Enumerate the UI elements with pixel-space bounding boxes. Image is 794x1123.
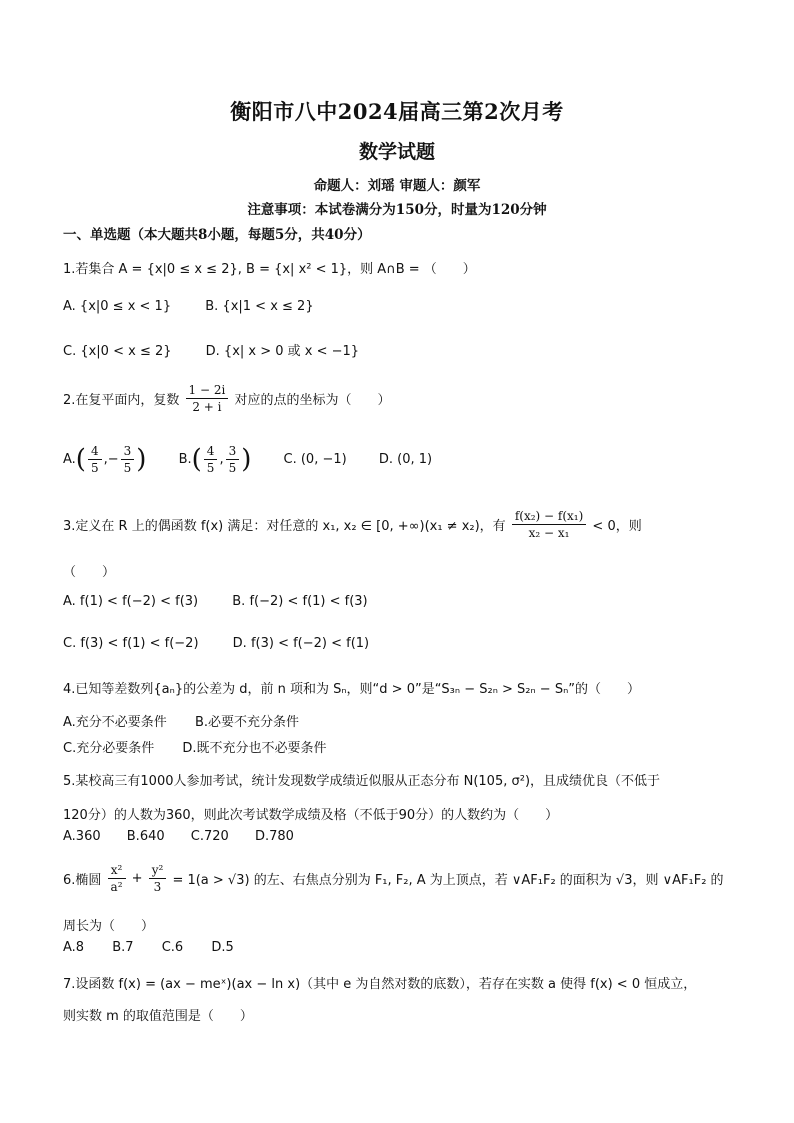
q3-lead: 3.定义在 R 上的偶函数 f(x) 满足：对任意的 x₁, x₂ ∈ [0, +∞)(x₁ ≠ x₂)，有 bbox=[63, 519, 506, 534]
q2-option-a: A.( $\frac{4}{5}$ ,− $\frac{3}{5}$ ) bbox=[63, 444, 147, 475]
question-5-options bbox=[63, 829, 324, 844]
section-heading: 一、单选题（本大题共8小题，每题5分，共40分） bbox=[63, 227, 371, 243]
question-3 bbox=[63, 508, 642, 541]
exam-subject: 数学试题 bbox=[358, 141, 435, 163]
q2-tail: 对应的点的坐标为（ ） bbox=[234, 393, 391, 408]
question-2-options bbox=[63, 443, 432, 476]
q3-numerator: f(x₂) − f(x₁) bbox=[512, 508, 586, 525]
q2-denominator: 2 + i bbox=[192, 400, 222, 414]
question-6-options bbox=[63, 940, 264, 955]
q6-fraction-2: $\frac{\text{y²}}{3}$ bbox=[149, 862, 167, 895]
q3-tail: < 0，则 bbox=[592, 519, 642, 534]
question-7-line-1: 7.设函数 f(x) = (ax − meˣ)(ax − ln x)（其中 e 为自然对数的底数），若存在实数 a 使得 f(x) < 0 恒成立， bbox=[63, 977, 697, 992]
question-3-options-cd bbox=[63, 636, 399, 651]
exam-authors: 命题人：刘瑶 审题人：颜军 bbox=[313, 178, 481, 194]
q3-paren: （ ） bbox=[63, 565, 116, 580]
q5-option-b: B.640 bbox=[126, 829, 165, 844]
question-4-options-ab bbox=[63, 711, 329, 730]
q6-fraction-1: $\frac{\text{x²}}{\text{a²}}$ bbox=[108, 862, 126, 895]
q4-option-a: A.充分不必要条件 bbox=[63, 715, 167, 730]
q2-option-d: D. (0, 1) bbox=[378, 452, 433, 467]
q6-option-d: D.5 bbox=[211, 940, 234, 955]
q4-option-c: C.充分必要条件 bbox=[63, 741, 155, 756]
question-5-line-2: 120分）的人数为360，则此次考试数学成绩及格（不低于90分）的人数约为（ ） bbox=[63, 808, 559, 823]
q3-denominator: x₂ − x₁ bbox=[528, 526, 570, 540]
q1-option-c: C. {x|0 < x ≤ 2} bbox=[63, 344, 172, 359]
q5-option-c: C.720 bbox=[190, 829, 229, 844]
question-1-options-cd bbox=[63, 340, 389, 359]
q6-lead: 6.椭圆 bbox=[63, 873, 102, 888]
question-2 bbox=[63, 382, 391, 415]
q2-option-c: C. (0, −1) bbox=[283, 452, 347, 467]
q4-option-d: D.既不充分也不必要条件 bbox=[182, 741, 327, 756]
q2-numerator: 1 − 2i bbox=[186, 382, 229, 399]
exam-notice: 注意事项：本试卷满分为150分，时量为120分钟 bbox=[247, 202, 547, 218]
q5-option-d: D.780 bbox=[254, 829, 294, 844]
question-5-line-1: 5.某校高三有1000人参加考试，统计发现数学成绩近似服从正态分布 N(105, σ²)，且成绩优良（不低于 bbox=[63, 774, 661, 789]
question-6: 6.椭圆 $\frac{\text{x²}}{\text{a²}}$ + $\frac{\text{y²}}{3}$ = 1(a > √3) 的左、右焦点分别为 F₁, F₂, A 为上顶点，若 ∨AF₁F₂ 的面积为 √3，则 ∨AF₁F₂ 的 bbox=[63, 863, 724, 894]
question-1: 1.若集合 A = {x|0 ≤ x ≤ 2}, B = {x| x² < 1}，则 A∩B = （ ） bbox=[63, 262, 476, 277]
q6-option-a: A.8 bbox=[63, 940, 85, 955]
q3-option-d: D. f(3) < f(−2) < f(1) bbox=[232, 636, 370, 651]
question-3-options-ab bbox=[63, 594, 398, 609]
q1-option-b: B. {x|1 < x ≤ 2} bbox=[205, 299, 314, 314]
question-4-options-cd bbox=[63, 737, 357, 756]
q4-option-b: B.必要不充分条件 bbox=[194, 715, 300, 730]
q1-option-a: A. {x|0 ≤ x < 1} bbox=[63, 299, 172, 314]
question-1-options-ab bbox=[63, 299, 344, 314]
exam-title: 衡阳市八中2024届高三第2次月考 bbox=[230, 99, 564, 124]
q6-option-b: B.7 bbox=[112, 940, 134, 955]
question-6-line-2: 周长为（ ） bbox=[63, 919, 155, 934]
q3-option-b: B. f(−2) < f(1) < f(3) bbox=[232, 594, 368, 609]
q2-fraction bbox=[186, 382, 229, 415]
q2-lead: 2.在复平面内，复数 bbox=[63, 393, 180, 408]
q3-option-c: C. f(3) < f(1) < f(−2) bbox=[63, 636, 199, 651]
question-7-line-2: 则实数 m 的取值范围是（ ） bbox=[63, 1009, 253, 1024]
question-4: 4.已知等差数列{aₙ}的公差为 d，前 n 项和为 Sₙ，则“d > 0”是“S₃ₙ − S₂ₙ > S₂ₙ − Sₙ”的（ ） bbox=[63, 682, 640, 697]
q5-option-a: A.360 bbox=[63, 829, 101, 844]
q1-option-d: D. {x| x > 0 或 x < −1} bbox=[205, 344, 360, 359]
q6-option-c: C.6 bbox=[161, 940, 184, 955]
q3-option-a: A. f(1) < f(−2) < f(3) bbox=[63, 594, 199, 609]
q6-mid: = 1(a > √3) 的左、右焦点分别为 F₁, F₂, A 为上顶点，若 ∨AF₁F₂ 的面积为 √3，则 ∨AF₁F₂ 的 bbox=[172, 873, 724, 888]
q2-option-b: B.( $\frac{4}{5}$ , $\frac{3}{5}$ ) bbox=[178, 444, 252, 475]
q3-fraction bbox=[512, 508, 586, 541]
